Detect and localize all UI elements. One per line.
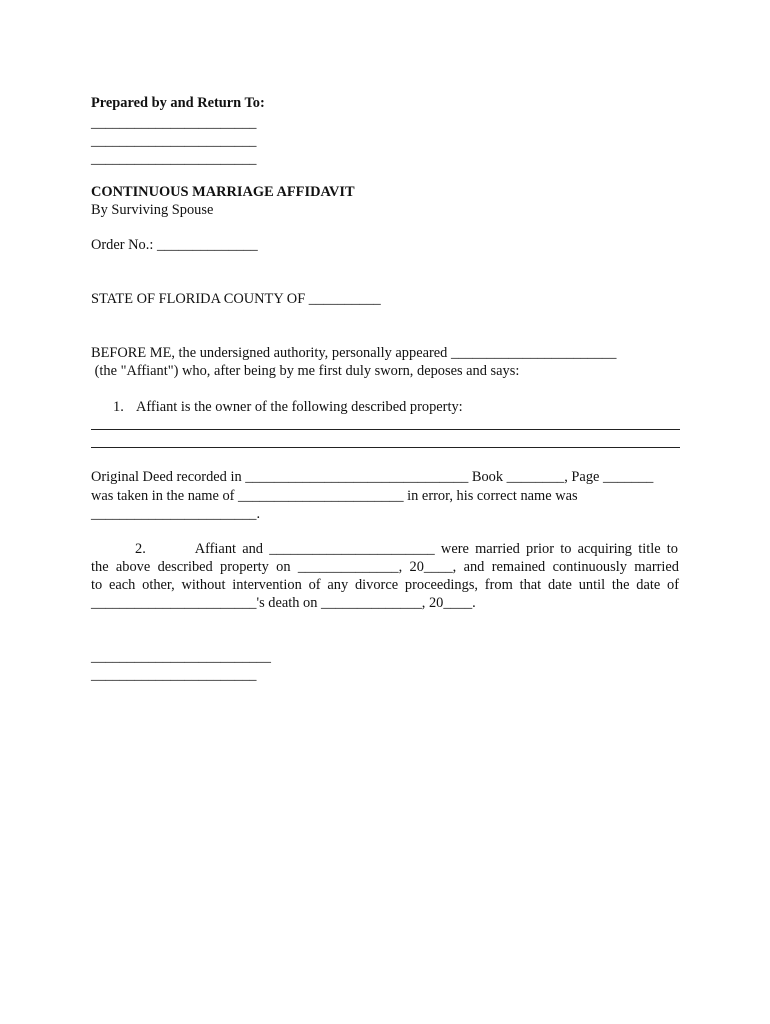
intro-line-1: BEFORE ME, the undersigned authority, personally appeared _______________________ (91, 345, 617, 361)
item-2-line-4: _______________________'s death on ______________, 20____. (91, 595, 476, 611)
item-2-line-1: 2. Affiant and _______________________ were married prior to acquiring title to (135, 541, 678, 557)
signature-line-1: _________________________ (91, 649, 271, 665)
property-description-rule-1 (91, 429, 680, 430)
item-1-text: Affiant is the owner of the following described property: (136, 399, 463, 415)
document-title: CONTINUOUS MARRIAGE AFFIDAVIT (91, 184, 355, 200)
return-address-line-1: _______________________ (91, 115, 257, 131)
state-county-line: STATE OF FLORIDA COUNTY OF __________ (91, 291, 381, 307)
deed-line-2: was taken in the name of _______________________ in error, his correct name was (91, 488, 578, 504)
return-address-line-2: _______________________ (91, 133, 257, 149)
deed-line-3: _______________________. (91, 506, 261, 522)
deed-line-1: Original Deed recorded in _______________________________ Book ________, Page _______ (91, 469, 654, 485)
intro-line-2: (the "Affiant") who, after being by me first duly sworn, deposes and says: (91, 363, 520, 379)
item-1-number: 1. (113, 399, 124, 415)
item-2-line-3: to each other, without intervention of any divorce proceedings, from that date until the date of (91, 577, 679, 593)
order-number: Order No.: ______________ (91, 237, 258, 253)
prepared-by-heading: Prepared by and Return To: (91, 95, 265, 111)
property-description-rule-2 (91, 447, 680, 448)
document-subtitle: By Surviving Spouse (91, 202, 214, 218)
item-2-line-2: the above described property on ______________, 20____, and remained continuously married (91, 559, 679, 575)
return-address-line-3: _______________________ (91, 151, 257, 167)
signature-line-2: _______________________ (91, 667, 257, 683)
